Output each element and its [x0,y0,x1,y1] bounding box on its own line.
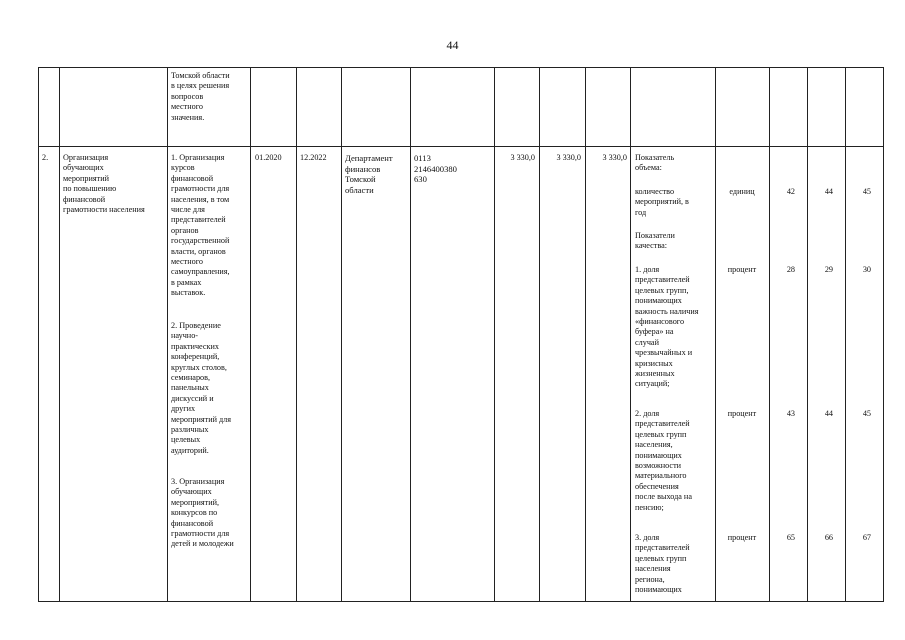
quality-indicator-header: Показатели качества: [635,231,675,251]
program-table [38,67,884,602]
column-divider [167,67,168,602]
column-divider [341,67,342,602]
column-divider [539,67,540,602]
column-divider [494,67,495,602]
indicator-unit: единиц [729,187,755,196]
column-divider [715,67,716,602]
page-number: 44 [446,38,459,52]
column-divider [769,67,770,602]
column-divider [845,67,846,602]
indicator-value: 44 [824,409,833,418]
event-item: 1. Организация курсов финансовой грамотности для населения, в том числе для представителей органов государственной власти, органов местного самоуправления, в рамках выставок. [171,153,230,298]
funding-value: 3 330,0 [556,153,581,162]
table-border-top [38,67,884,68]
table-border-bottom [38,601,884,602]
indicator-unit: процент [727,533,757,542]
column-divider [410,67,411,602]
end-date: 12.2022 [300,153,327,162]
start-date: 01.2020 [255,153,282,162]
executor: Департамент финансов Томской области [345,153,393,195]
indicator-name: количество мероприятий, в год [635,187,689,217]
column-divider [630,67,631,602]
indicator-value: 67 [862,533,871,542]
column-divider [250,67,251,602]
row-divider [38,146,884,147]
budget-code: 0113 2146400380 630 [414,153,457,185]
volume-indicator-header: Показатель объема: [635,153,675,173]
column-divider [296,67,297,602]
indicator-value: 42 [786,187,795,196]
indicator-name: 3. доля представителей целевых групп населения региона, понимающих [635,533,690,595]
indicator-unit: процент [727,265,757,274]
column-divider [59,67,60,602]
indicator-value: 43 [786,409,795,418]
table-border-right [883,67,884,602]
table-border-left [38,67,39,602]
funding-value: 3 330,0 [602,153,627,162]
indicator-value: 30 [862,265,871,274]
event-item: 2. Проведение научно- практических конференций, круглых столов, семинаров, панельных дискуссий и других мероприятий для различных целевых аудиторий. [171,321,232,455]
column-divider [585,67,586,602]
task-name: Организация обучающих мероприятий по повышению финансовой грамотности населения [63,153,145,215]
indicator-unit: процент [727,409,757,418]
indicator-value: 66 [824,533,833,542]
indicator-value: 45 [862,409,871,418]
column-divider [807,67,808,602]
indicator-value: 28 [786,265,795,274]
funding-value: 3 330,0 [510,153,535,162]
indicator-value: 29 [824,265,833,274]
row-number: 2. [42,153,49,162]
indicator-value: 44 [824,187,833,196]
indicator-value: 45 [862,187,871,196]
continuation-event-text: Томской области в целях решения вопросов местного значения. [171,71,230,122]
indicator-name: 2. доля представителей целевых групп населения, понимающих возможности материального обеспечения после выхода на пенсию; [635,409,692,512]
indicator-value: 65 [786,533,795,542]
indicator-name: 1. доля представителей целевых групп, понимающих важность наличия «финансового буфера» на случай чрезвычайных и кризисных жизненных ситуаций; [635,265,699,389]
event-item: 3. Организация обучающих мероприятий, конкурсов по финансовой грамотности для детей и молодежи [171,477,234,549]
